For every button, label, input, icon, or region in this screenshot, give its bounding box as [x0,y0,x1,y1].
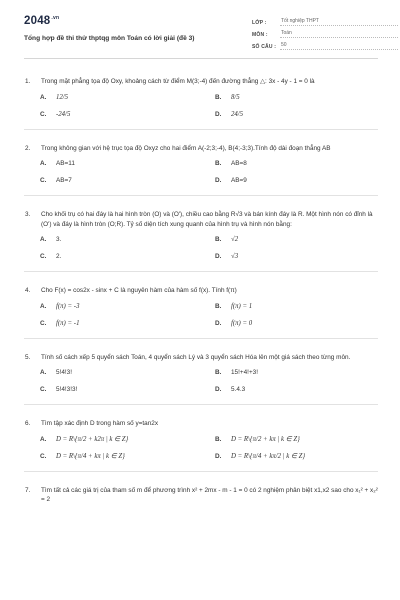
question-number: 1. [25,78,31,85]
answer-option-c[interactable] [40,320,215,328]
option-text: 2. [56,253,62,260]
option-text: 5!4!3!3! [56,386,78,393]
option-label: B. [215,160,222,167]
option-text: 24/5 [231,110,244,118]
exam-info-row [252,14,398,26]
option-label: C. [40,319,47,327]
question-number: 3. [25,211,31,218]
question-number: 7. [25,486,31,494]
option-text: D = R\{π/2 + k2π | k ∈ Z} [56,435,129,443]
option-label: C. [40,452,47,460]
site-logo[interactable] [24,15,59,27]
option-label: A. [40,236,47,243]
option-label: D. [215,319,222,327]
answer-option-a[interactable] [40,236,215,244]
answer-option-a[interactable] [40,94,215,102]
question-number: 2. [25,144,31,152]
option-text: 3. [56,236,62,243]
logo-suffix: .vn [51,15,60,22]
answer-option-c[interactable] [40,386,215,394]
option-text: f(π) = -3 [56,302,80,310]
answer-option-d[interactable] [215,453,390,461]
option-text: D = R\{π/4 + kπ/2 | k ∈ Z} [231,452,306,460]
option-label: D. [215,177,222,184]
question-number: 4. [25,287,31,294]
question-6 [24,419,378,472]
option-text: AB=8 [231,160,247,167]
question-text: Tìm tất cả các giá trị của tham số m để phương trình x² + 2mx - m - 1 = 0 có 2 nghiệm phân biệt x1,x2 sao cho x₁² + x₂² = 2 [41,486,378,503]
answer-options [40,160,378,185]
question-list [24,77,378,505]
option-text: 15!+4!+3! [231,369,259,376]
question-4 [24,286,378,339]
option-text: √2 [231,236,239,243]
answer-options [40,436,378,461]
answer-option-d[interactable] [215,111,390,119]
option-text: f(π) = -1 [56,319,80,327]
question-text: Tìm tập xác định D trong hàm số y=tan2x [41,420,159,427]
question-divider [24,338,378,339]
grade-label: LỚP : [252,20,267,26]
option-label: D. [215,253,222,260]
answer-option-c[interactable] [40,253,215,261]
option-text: 12/5 [56,93,69,101]
option-label: B. [215,236,222,243]
logo-text: 2048 [24,15,51,27]
question-3 [24,210,378,272]
option-label: D. [215,386,222,393]
option-label: A. [40,369,47,376]
question-number: 6. [25,420,31,427]
option-label: A. [40,160,47,167]
answer-option-b[interactable] [215,436,390,444]
option-text: AB=11 [56,160,75,167]
answer-option-b[interactable] [215,236,390,244]
subject-label: MÔN : [252,32,268,38]
option-text: √3 [231,253,239,260]
answer-option-c[interactable] [40,453,215,461]
option-label: C. [40,253,47,260]
answer-options [40,303,378,328]
question-text: Cho F(x) = cos2x - sinx + C là nguyên hàm của hàm số f(x). Tính f(π) [41,287,237,294]
document-title: Tổng hợp đề thi thử thptqg môn Toán có lời giải (đề 3) [24,35,195,42]
answer-option-d[interactable] [215,253,390,261]
question-text: Cho khối trụ có hai đáy là hai hình tròn (O) và (O'), chiều cao bằng R√3 và bán kính đáy là R. Một hình nón có đỉnh là (O') và đáy là hình tròn (O;R). Tỷ số diện tích xung quanh của hình trụ và hình nón bằng: [41,211,373,228]
document-header [24,0,378,59]
option-label: A. [40,302,47,310]
exam-info-row [252,38,398,50]
option-label: B. [215,369,222,376]
answer-option-b[interactable] [215,94,390,102]
option-text: f(π) = 0 [231,319,253,327]
answer-options [40,94,378,119]
question-divider [24,129,378,130]
answer-option-c[interactable] [40,111,215,119]
answer-option-a[interactable] [40,369,215,377]
option-text: -24/5 [56,110,71,118]
answer-options [40,369,378,394]
exam-info [252,14,398,50]
question-divider [24,404,378,405]
option-text: AB=9 [231,177,247,184]
answer-option-b[interactable] [215,303,390,311]
option-text: D = R\{π/2 + kπ | k ∈ Z} [231,435,300,443]
option-label: D. [215,452,222,460]
answer-option-b[interactable] [215,369,390,377]
subject-value: Toán [280,30,398,38]
option-label: A. [40,435,47,443]
question-5 [24,353,378,406]
answer-option-b[interactable] [215,160,390,168]
answer-option-c[interactable] [40,177,215,185]
answer-option-d[interactable] [215,177,390,185]
question-text: Tính số cách xếp 5 quyển sách Toán, 4 quyển sách Lý và 3 quyển sách Hóa lên một giá sách theo từng môn. [41,353,351,361]
answer-option-a[interactable] [40,436,215,444]
question-2 [24,144,378,197]
option-label: C. [40,110,47,118]
option-label: B. [215,302,222,310]
option-text: 8/5 [231,93,240,101]
option-label: C. [40,386,47,393]
answer-option-d[interactable] [215,386,390,394]
option-text: 5.4.3 [231,386,246,393]
question-7 [24,486,378,505]
question-count-label: SỐ CÂU : [252,44,277,50]
question-divider [24,471,378,472]
option-label: B. [215,435,222,443]
question-1 [24,77,378,130]
question-divider [24,195,378,196]
question-count-value: 50 [280,42,398,50]
answer-option-d[interactable] [215,320,390,328]
exam-info-row [252,26,398,38]
option-text: D = R\{π/4 + kπ | k ∈ Z} [56,452,125,460]
option-text: 5!4!3! [56,369,72,376]
question-divider [24,271,378,272]
option-label: D. [215,110,222,118]
option-label: A. [40,93,47,101]
option-text: f(π) = 1 [231,302,253,310]
grade-value: Tốt nghiệp THPT [280,18,398,26]
answer-option-a[interactable] [40,303,215,311]
answer-option-a[interactable] [40,160,215,168]
option-text: AB=7 [56,177,72,184]
option-label: C. [40,177,47,184]
question-text: Trong mặt phẳng tọa độ Oxy, khoảng cách từ điểm M(3;-4) đến đường thẳng △: 3x - 4y - 1 = 0 là [41,78,315,85]
option-label: B. [215,93,222,101]
question-number: 5. [25,353,31,361]
answer-options [40,236,378,261]
question-text: Trong không gian với hệ trục tọa độ Oxyz cho hai điểm A(-2;3;-4), B(4;-3;3).Tính độ dài đoạn thẳng AB [41,144,331,152]
